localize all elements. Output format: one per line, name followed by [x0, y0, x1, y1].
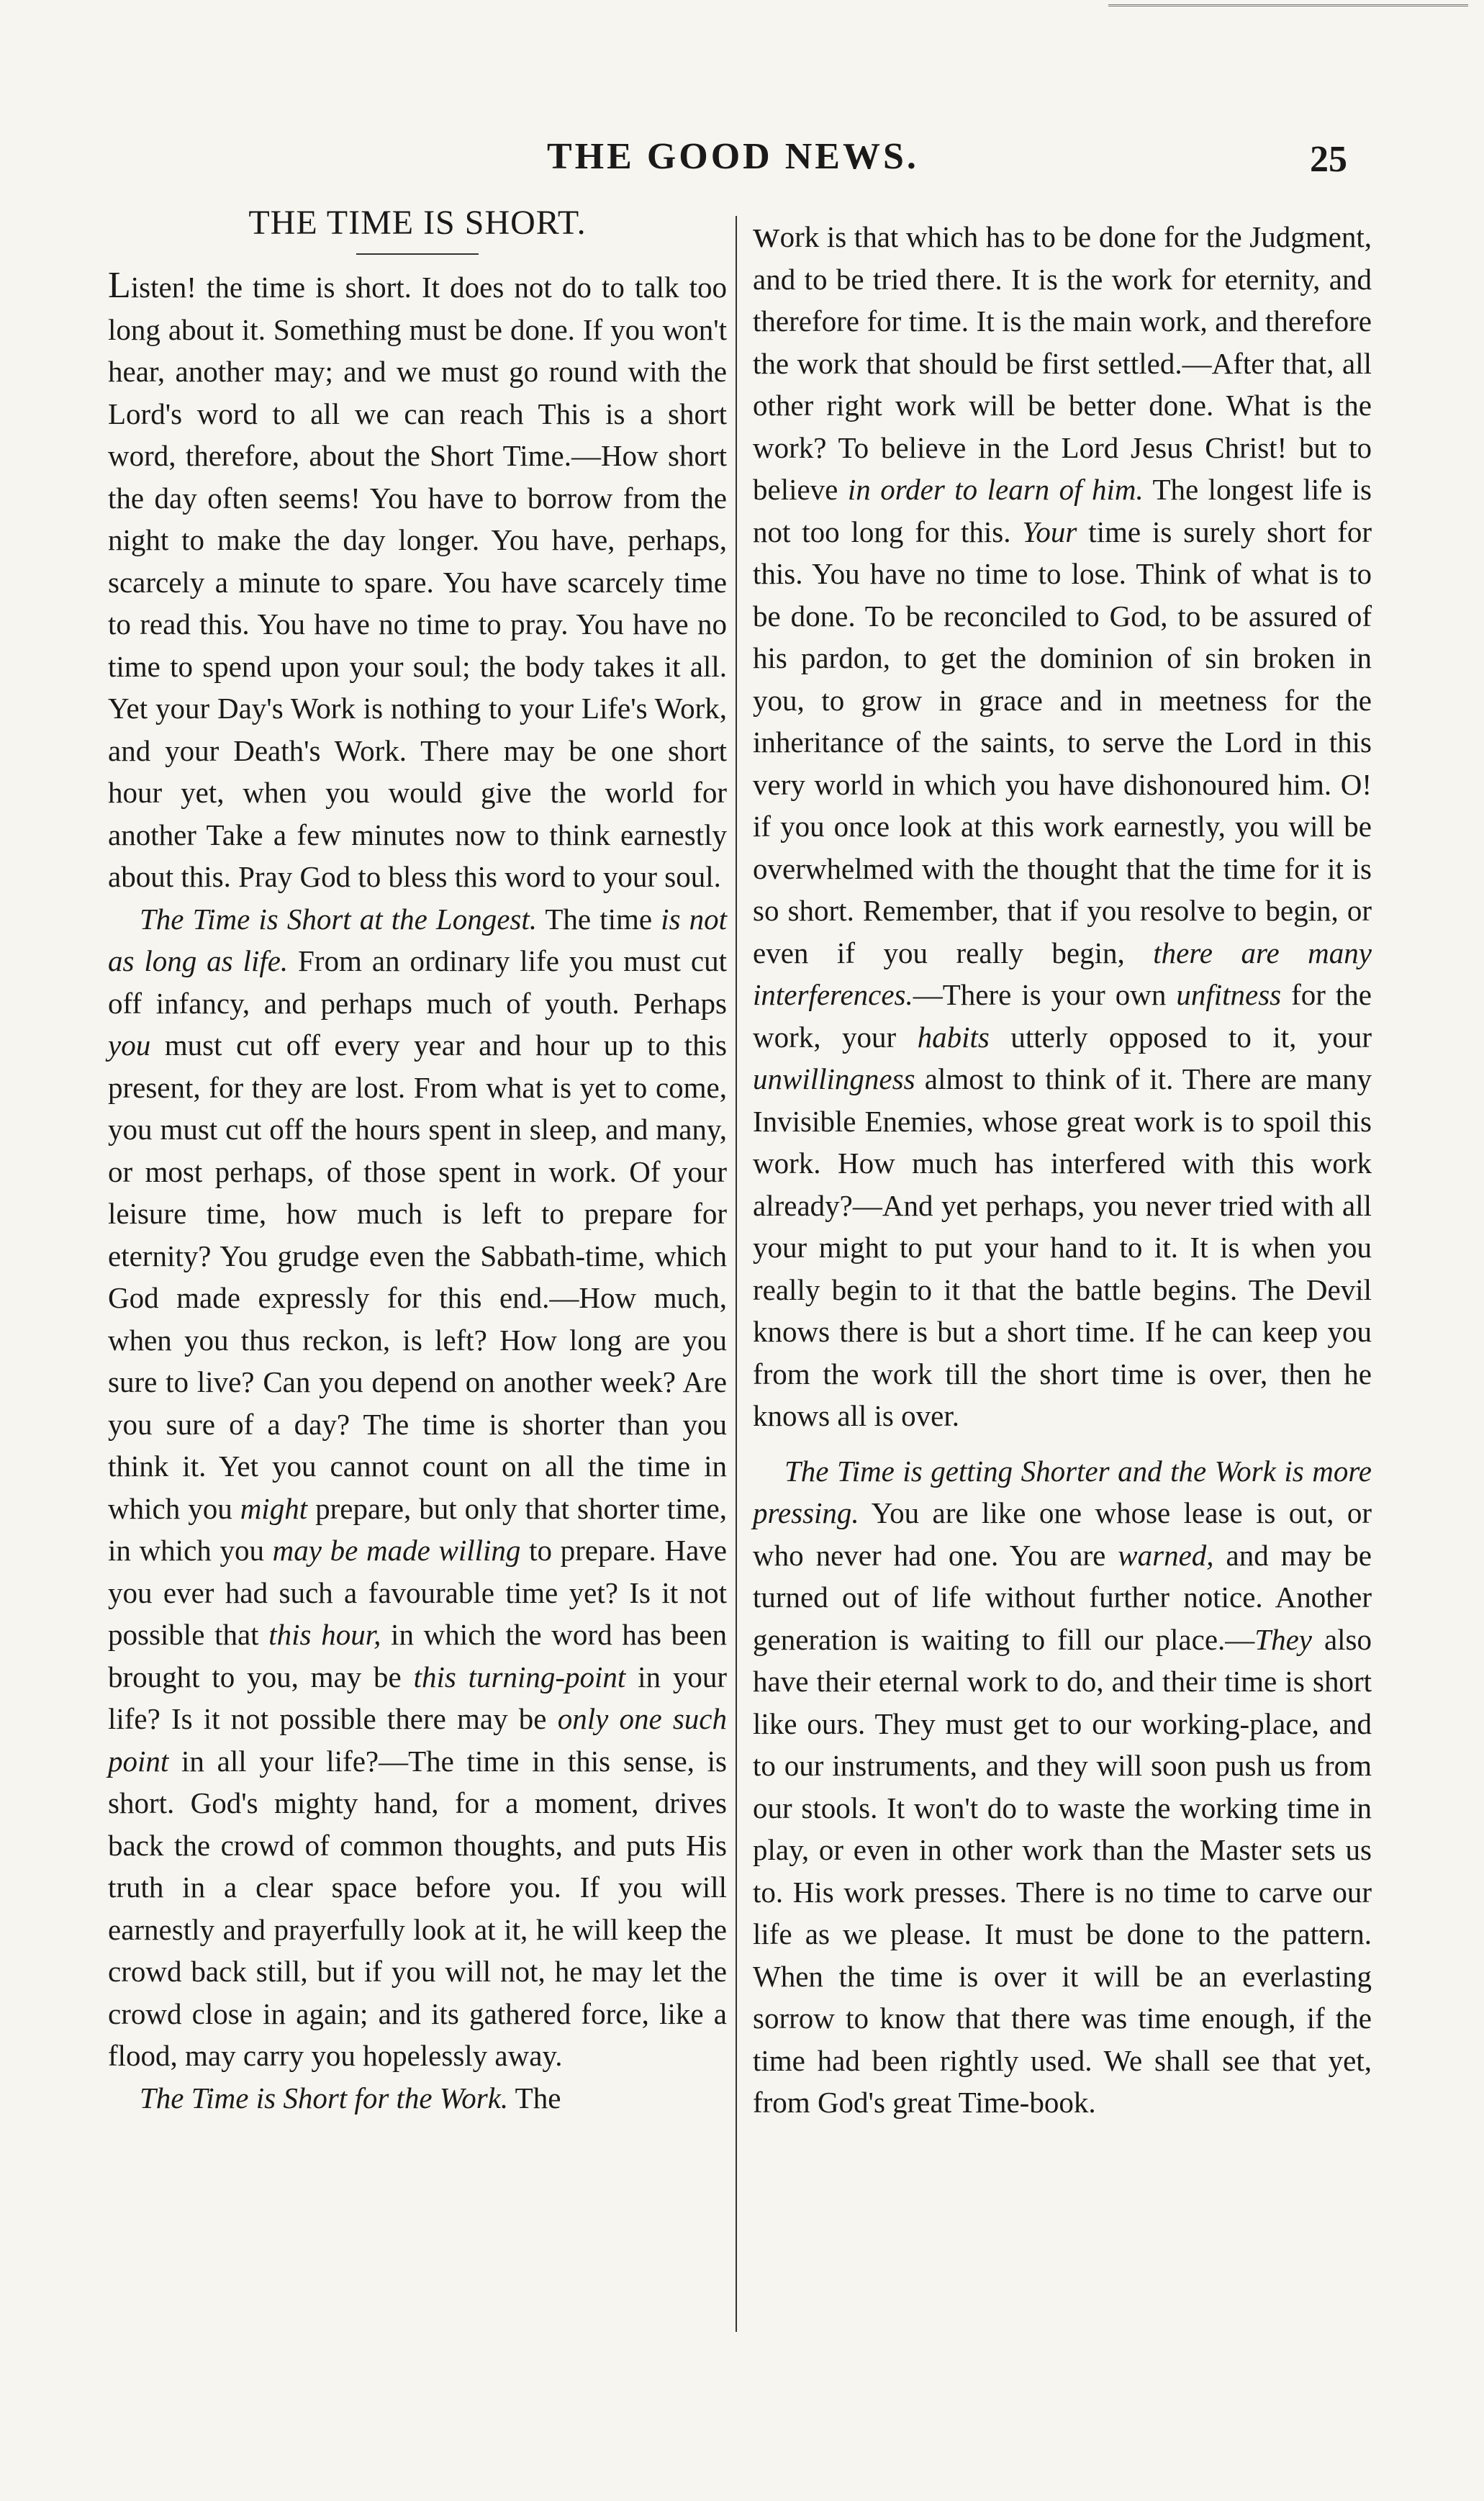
- emphasis: They: [1254, 1622, 1312, 1656]
- text-run: —There is your own: [913, 978, 1177, 1011]
- paragraph-intro: Listen! the time is short. It does not do to talk too long about it. Something must be done. If you won't hear, another may; and we must go round with the Lord's word to all we can reach This is a short word, therefore, about the Short Time.—How short the day often seems! You have to borrow from the night to make the day longer. You have, perhaps, scarcely a minute to spare. You have scarcely time to read this. You have no time to pray. You have no time to spend upon your soul; the body takes it all. Yet your Day's Work is nothing to your Life's Work, and your Death's Work. There may be one short hour yet, when you would give the world for another Take a few minutes now to think earnestly about this. Pray God to bless this word to your soul.: [108, 265, 727, 893]
- right-column: [753, 214, 1372, 2124]
- text-run: in all your life?—The time in this sense, is short. God's mighty hand, for a moment, drives back the crowd of common thoughts, and puts His truth in a clear space before you. If you will earnestly and prayerfully look at it, he will keep the crowd back still, but if you will not, he may let the crowd close in again; and its gathered force, like a flood, may carry you hopelessly away.: [108, 1744, 727, 2072]
- emphasis: in order to learn of him.: [847, 473, 1144, 506]
- paragraph-longest: [108, 898, 727, 2077]
- running-title: THE GOOD NEWS.: [547, 136, 919, 177]
- section-heading: The Time is Short at the Longest.: [140, 902, 538, 936]
- emphasis: this hour,: [268, 1618, 381, 1651]
- emphasis: habits: [917, 1020, 990, 1054]
- emphasis: only one such point: [108, 1702, 727, 1778]
- emphasis: this turning-point: [413, 1660, 626, 1693]
- emphasis: might: [240, 1491, 308, 1525]
- text-run: also have their eternal work to do, and their time is short like ours. They must get to our working-place, and to our instruments, and they will soon push us from our stools. It won't do to waste the working time in play, or even in other work than the Master sets us to. His work presses. There is no time to carve our life as we please. It must be done to the pattern. When the time is over it will be an everlasting sorrow to know that there was time enough, if the time had been rightly used. We shall see that yet, from God's great Time-book.: [753, 1622, 1372, 2119]
- text-run: in your life? Is it not possible there may be: [108, 1660, 727, 1735]
- top-edge-rule: [1108, 4, 1468, 6]
- text-run: and may be turned out of life without further notice. Another generation is waiting to fill our place.—: [753, 1538, 1372, 1656]
- text-run: work is that which has to be done for the Judgment, and to be tried there. It is the work for eternity, and therefore for time. It is the main work, and therefore the work that should be first settled.—After that, all other right work will be better done. What is the work? To believe in the Lord Jesus Christ! but to believe: [753, 214, 1372, 506]
- text-run: almost to think of it. There are many Invisible Enemies, whose great work is to spoil this work. How much has interfered with this work already?—And yet perhaps, you never tried with all your might to put your hand to it. It is when you really begin to it that the battle begins. The Devil knows there is but a short time. If he can keep you from the work till the short time is over, then he knows all is over.: [753, 1062, 1372, 1432]
- text-run: to prepare. Have you ever had such a favourable time yet? Is it not possible that: [108, 1534, 727, 1651]
- column-divider: [736, 216, 737, 2332]
- paragraph-shorter: [753, 1450, 1372, 2124]
- page-number: 25: [1310, 139, 1347, 180]
- text-run: utterly opposed to it, your: [989, 1020, 1372, 1054]
- emphasis: warned,: [1118, 1538, 1214, 1572]
- emphasis: is not as long as life.: [108, 902, 727, 977]
- text-run: From an ordinary life you must cut off infancy, and perhaps much of youth. Perhaps: [108, 944, 727, 1020]
- left-column: [108, 202, 727, 2119]
- section-heading: The Time is getting Shorter and the Work is more pressing.: [753, 1454, 1372, 1529]
- page-header: [0, 135, 1484, 186]
- emphasis: you: [108, 1028, 151, 1062]
- text-run: time is surely short for this. You have no time to lose. Think of what is to be done. To be reconciled to God, to be assured of his pardon, to get the dominion of sin broken in you, to grow in grace and in meetness for the inheritance of the saints, to serve the Lord in this very world in which you have dishonoured him. O! if you once look at this work earnestly, you will be overwhelmed with the thought that the time for it is so short. Remember, that if you resolve to begin, or even if you really begin,: [753, 515, 1372, 969]
- text-run: in which the word has been brought to you, may be: [108, 1618, 727, 1693]
- emphasis: may be made willing: [272, 1534, 521, 1567]
- emphasis: Your: [1022, 515, 1077, 548]
- emphasis: unfitness: [1176, 978, 1282, 1011]
- emphasis: there are many interferences.: [753, 936, 1372, 1011]
- text-run: for the work, your: [753, 978, 1372, 1054]
- text-run: The time: [537, 902, 661, 936]
- section-heading: The Time is Short for the Work.: [140, 2081, 509, 2115]
- article-title: THE TIME IS SHORT.: [248, 204, 587, 242]
- text-run: The longest life is not too long for this.: [753, 473, 1372, 548]
- emphasis: unwillingness: [753, 1062, 915, 1095]
- text-run: must cut off every year and hour up to this present, for they are lost. From what is yet to come, you must cut off the hours spent in sleep, and many, or most perhaps, of those spent in work. Of your leisure time, how much is left to prepare for eternity? You grudge even the Sabbath-time, which God made expressly for this end.—How much, when you thus reckon, is left? How long are you sure to live? Can you depend on another week? Are you sure of a day? The time is shorter than you think it. Yet you cannot count on all the time in which you: [108, 1028, 727, 1525]
- text-run: You are like one whose lease is out, or who never had one. You are: [753, 1496, 1372, 1572]
- paragraph-work-cont: [753, 214, 1372, 1437]
- text-run: prepare, but only that shorter time, in which you: [108, 1491, 727, 1567]
- paragraph-work-start: [108, 2077, 727, 2120]
- title-rule: [356, 253, 479, 255]
- text-run: The: [508, 2081, 561, 2115]
